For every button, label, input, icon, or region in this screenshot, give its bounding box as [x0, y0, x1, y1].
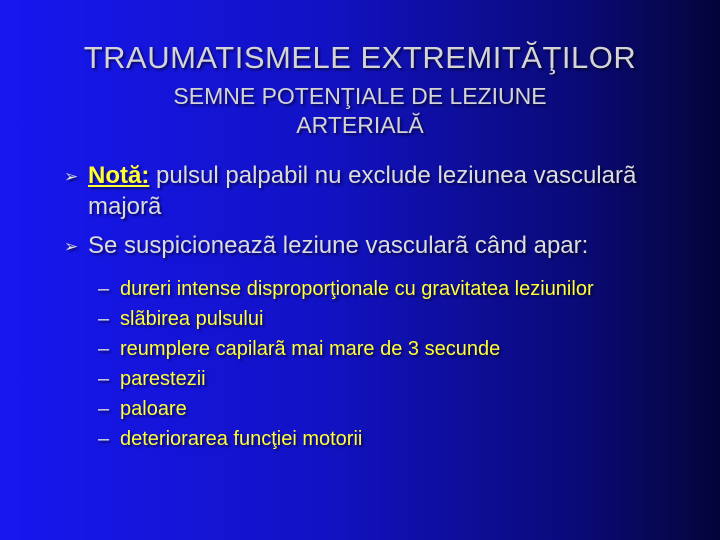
- list-item: [98, 274, 708, 304]
- list-item: [98, 334, 708, 364]
- list-item: [98, 364, 708, 394]
- title-main: TRAUMATISMELE EXTREMITĂŢILOR: [83, 40, 637, 75]
- title-sub-line2: ARTERIALĂ: [296, 112, 424, 138]
- arrow-right-icon: ➢: [64, 237, 79, 256]
- dash-icon: –: [98, 398, 110, 420]
- dash-icon: –: [98, 368, 110, 390]
- dash-icon: –: [98, 338, 110, 360]
- list-item-text: deteriorarea funcţiei motorii: [120, 428, 363, 450]
- bullet-item-suspicion: [64, 230, 704, 261]
- bullet-item-note: [64, 160, 704, 222]
- bullet-list: [64, 160, 704, 269]
- dash-icon: –: [98, 278, 110, 300]
- note-label: Notă:: [88, 162, 150, 189]
- list-item: [98, 304, 708, 334]
- arrow-right-icon: ➢: [64, 167, 79, 186]
- list-item-text: paloare: [120, 398, 187, 420]
- sub-bullet-list: [98, 274, 708, 454]
- slide-title: [0, 38, 720, 140]
- suspicion-text: Se suspicioneazã leziune vascularã când apar:: [88, 232, 589, 259]
- list-item-text: reumplere capilarã mai mare de 3 secunde: [120, 338, 501, 360]
- note-text: pulsul palpabil nu exclude leziunea vascularã majorã: [88, 162, 637, 220]
- title-sub-line1: SEMNE POTENŢIALE DE LEZIUNE: [173, 83, 547, 109]
- list-item: [98, 394, 708, 424]
- list-item-text: dureri intense disproporţionale cu gravitatea leziunilor: [120, 278, 594, 300]
- list-item-text: slãbirea pulsului: [120, 308, 264, 330]
- list-item-text: parestezii: [120, 368, 206, 390]
- dash-icon: –: [98, 308, 110, 330]
- dash-icon: –: [98, 428, 110, 450]
- list-item: [98, 424, 708, 454]
